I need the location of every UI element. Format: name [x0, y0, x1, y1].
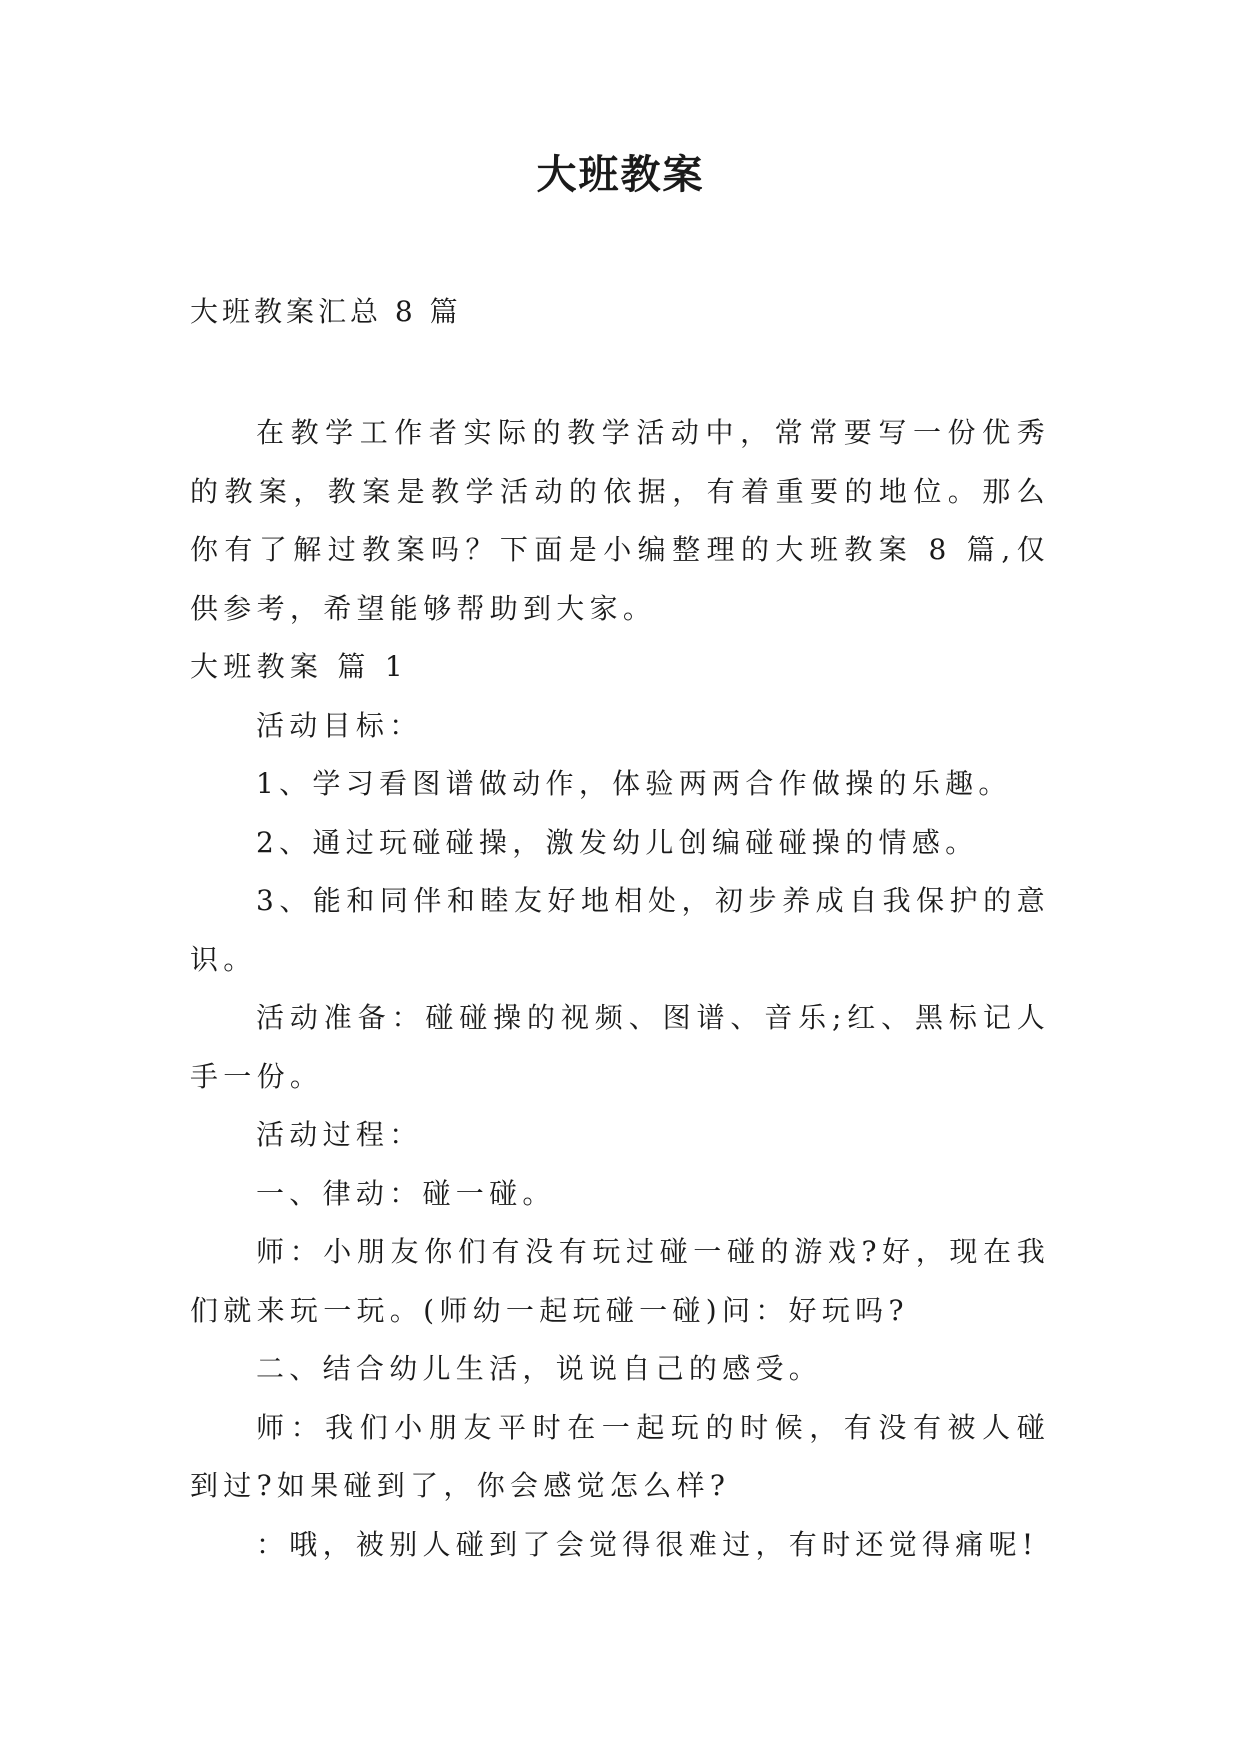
paragraph: 活动过程： [256, 1118, 423, 1151]
paragraph: 3、能和同伴和睦友好地相处，初步养成自我保护的意识。 [190, 884, 1050, 976]
paragraph: 师：小朋友你们有没有玩过碰一碰的游戏?好，现在我们就来玩一玩。(师幼一起玩碰一碰)问：好玩吗? [190, 1235, 1050, 1327]
document-body [190, 404, 1050, 1574]
paragraph: ：哦，被别人碰到了会觉得很难过，有时还觉得痛呢! [256, 1527, 1039, 1561]
paragraph: 二、结合幼儿生活，说说自己的感受。 [256, 1352, 823, 1385]
paragraph: 1、学习看图谱做动作，体验两两合作做操的乐趣。 [256, 767, 1012, 800]
page-title: 大班教案 [536, 151, 705, 198]
paragraph: 活动目标： [256, 708, 423, 742]
document-subtitle: 大班教案汇总 8 篇 [190, 295, 462, 328]
paragraph: 一、律动：碰一碰。 [256, 1176, 556, 1210]
section-heading: 大班教案 篇 1 [190, 650, 409, 683]
paragraph: 2、通过玩碰碰操，激发幼儿创编碰碰操的情感。 [256, 825, 979, 859]
intro-paragraph: 在教学工作者实际的教学活动中，常常要写一份优秀的教案，教案是教学活动的依据，有着重要的地位。那么你有了解过教案吗？下面是小编整理的大班教案 8 篇,仅供参考，希望能够帮助到大家。 [190, 416, 1050, 625]
paragraph: 活动准备：碰碰操的视频、图谱、音乐;红、黑标记人手一份。 [190, 1001, 1050, 1093]
paragraph: 师：我们小朋友平时在一起玩的时候，有没有被人碰到过?如果碰到了，你会感觉怎么样? [190, 1410, 1050, 1502]
